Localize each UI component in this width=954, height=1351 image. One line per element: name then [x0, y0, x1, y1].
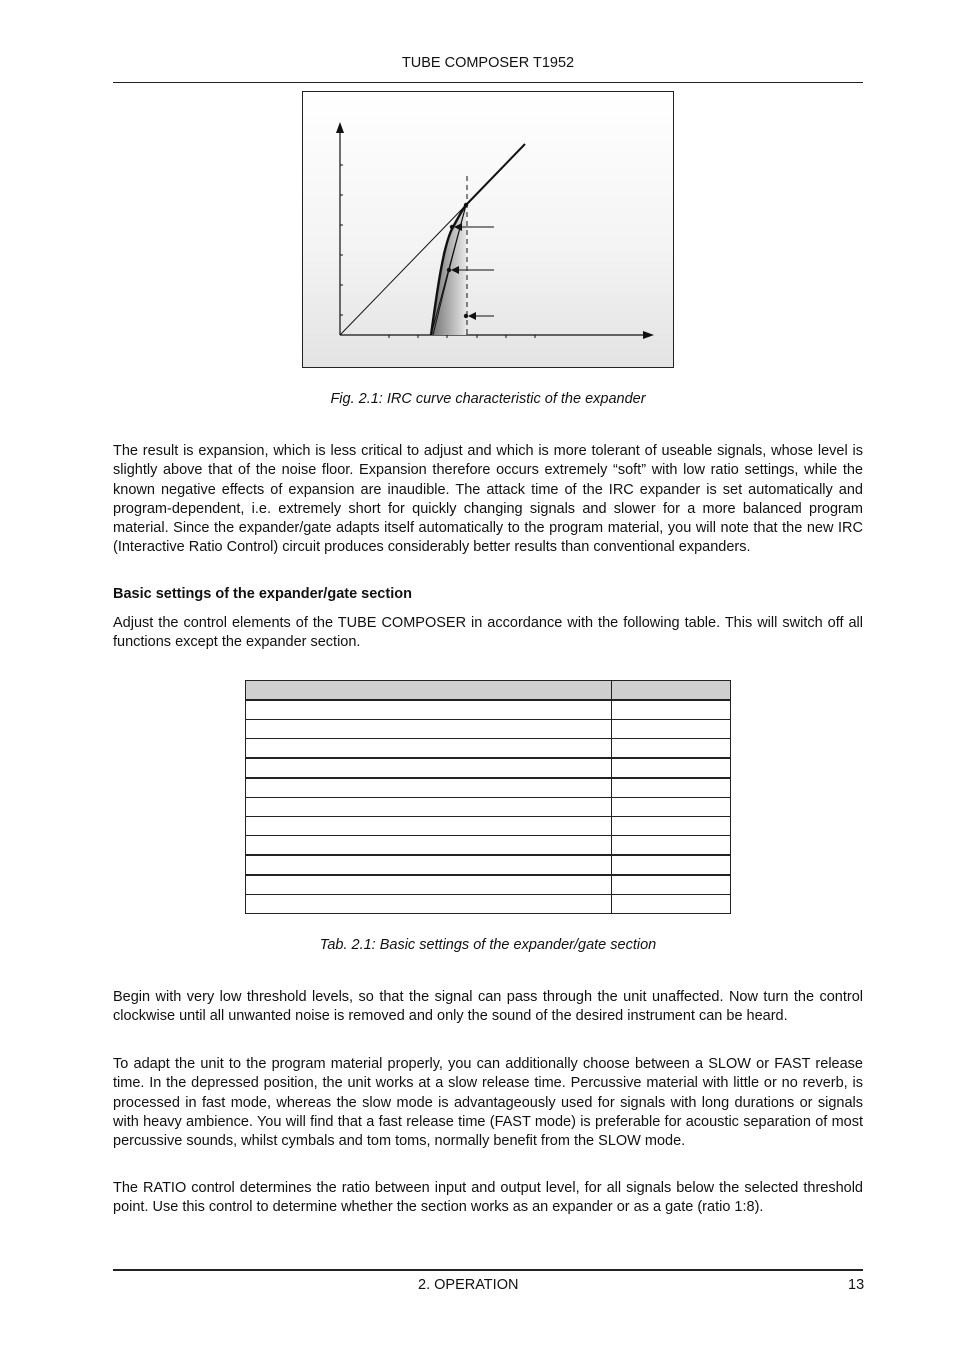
y-axis-arrow	[336, 122, 344, 133]
table-cell	[246, 798, 612, 817]
page-number: 13	[848, 1277, 865, 1293]
table-cell	[611, 778, 730, 798]
table-cell	[246, 720, 612, 739]
table-header-cell	[246, 681, 612, 701]
body-paragraph-release: To adapt the unit to the program material properly, you can additionally choose between a SLOW or FAST release time. In the depressed position, the unit works at a slow release time. Percussive material with little or no reverb, is processed in fast mode, whereas the slow mode is advantageously used for signals with long durations or signals with heavy ambience. You will find that a fast release time (FAST mode) is preferable for acoustic separation of most percussive sounds, whilst cymbals and tom toms, normally benefit from the SLOW mode.	[113, 1056, 863, 1150]
section-heading: Basic settings of the expander/gate section	[113, 586, 412, 602]
above-threshold-line	[466, 144, 525, 205]
body-paragraph-expansion: The result is expansion, which is less critical to adjust and which is more tolerant of useable signals, whose level is slightly above that of the noise floor. Expansion therefore occurs extremely “soft” with low ratio settings, while the known negative effects of expansion are inaudible. The attack time of the IRC expander is set automatically and program-dependent, i.e. extremely short for quickly changing signals and slower for a more balanced program material. Since the expander/gate adapts itself automatically to the program material, you will note that the new IRC (Interactive Ratio Control) circuit produces considerably better results than conventional expanders.	[113, 443, 863, 556]
table-cell	[611, 720, 730, 739]
page-header-title: TUBE COMPOSER T1952	[401, 55, 575, 71]
table-cell	[246, 758, 612, 778]
table-row	[246, 700, 731, 720]
body-paragraph-adjust: Adjust the control elements of the TUBE COMPOSER in accordance with the following table. This will switch off all functions except the expander section.	[113, 615, 863, 651]
footer-divider	[113, 1269, 863, 1271]
table-cell	[611, 739, 730, 759]
table-cell	[611, 700, 730, 720]
table-cell	[611, 855, 730, 875]
table-caption: Tab. 2.1: Basic settings of the expander/gate section	[319, 937, 657, 953]
table-cell	[246, 817, 612, 836]
body-paragraph-threshold: Begin with very low threshold levels, so that the signal can pass through the unit unaffected. Now turn the control clockwise until all unwanted noise is removed and only the sound of the desired instrument can be heard.	[113, 989, 863, 1025]
table-row	[246, 855, 731, 875]
header-divider	[113, 82, 863, 83]
table-row	[246, 720, 731, 739]
table-cell	[611, 798, 730, 817]
table-cell	[246, 855, 612, 875]
table-cell	[246, 836, 612, 856]
irc-curve-diagram	[303, 92, 673, 367]
table-row	[246, 817, 731, 836]
x-axis-arrow	[643, 331, 654, 339]
table-header-cell	[611, 681, 730, 701]
table-row	[246, 739, 731, 759]
table-row	[246, 895, 731, 914]
table-row	[246, 836, 731, 856]
irc-curve-figure	[302, 91, 674, 368]
threshold-point	[464, 203, 468, 207]
table-header-row	[246, 681, 731, 701]
table-row	[246, 798, 731, 817]
table-cell	[611, 817, 730, 836]
table-cell	[246, 778, 612, 798]
curve-point-3	[464, 314, 468, 318]
footer-section-label: 2. OPERATION	[418, 1277, 519, 1293]
table-row	[246, 778, 731, 798]
table-cell	[246, 875, 612, 895]
table-cell	[611, 836, 730, 856]
table-cell	[611, 758, 730, 778]
curve-point-2	[447, 268, 451, 272]
body-paragraph-ratio: The RATIO control determines the ratio between input and output level, for all signals below the selected threshold point. Use this control to determine whether the section works as an expander or as a gate (ratio 1:8).	[113, 1180, 863, 1216]
table-row	[246, 875, 731, 895]
table-cell	[246, 895, 612, 914]
table-cell	[611, 895, 730, 914]
settings-table	[245, 680, 731, 914]
table-cell	[246, 700, 612, 720]
table-row	[246, 758, 731, 778]
figure-caption: Fig. 2.1: IRC curve characteristic of the expander	[330, 391, 646, 407]
table-cell	[611, 875, 730, 895]
curve-point-1	[450, 225, 454, 229]
table-cell	[246, 739, 612, 759]
